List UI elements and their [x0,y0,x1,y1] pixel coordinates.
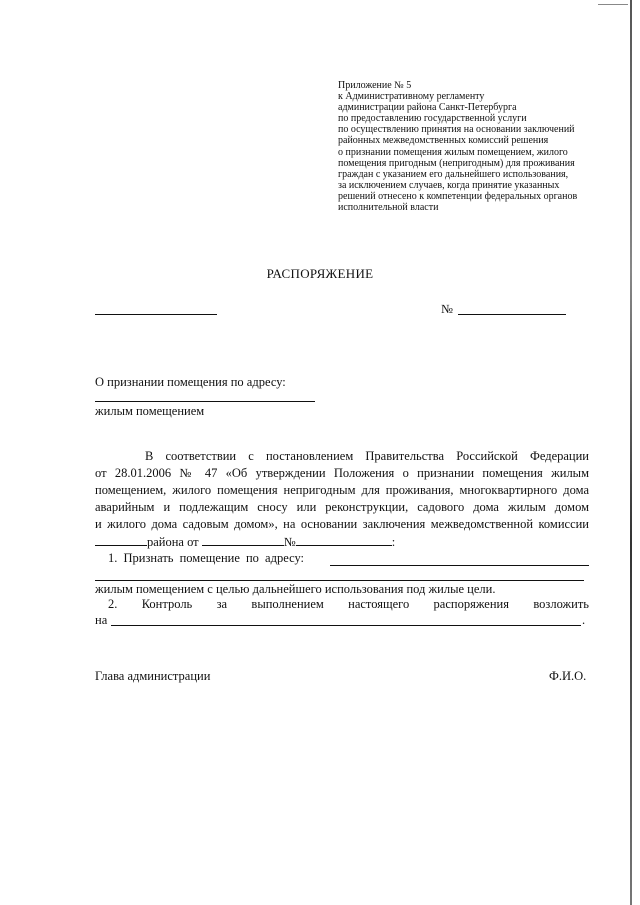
appendix-line: за исключением случаев, когда принятие указанных [338,179,560,191]
appendix-line: исполнительной власти [338,202,439,214]
number-sign: № [441,302,453,316]
appendix-line: граждан с указанием его дальнейшего использования, [338,168,569,180]
appendix-line: по осуществлению принятия на основании заключений [338,124,575,136]
scan-edge [630,0,632,905]
subject-line: жилым помещением [95,404,205,418]
district-label: района от [147,535,199,549]
document-title: РАСПОРЯЖЕНИЕ [266,266,374,281]
subject-line: О признании помещения по адресу: [95,375,286,389]
responsible-blank [111,625,581,626]
address-blank [330,565,589,566]
colon: : [391,535,396,549]
item-1: 1. Признать помещение по адресу: [108,551,305,565]
item-1-continuation: жилым помещением с целью дальнейшего использования под жилые цели. [95,582,496,596]
address-blank [95,401,315,402]
appendix-header [338,80,608,213]
number-blank [296,533,392,546]
appendix-line: районных межведомственных комиссий решения [338,135,549,147]
preamble-row: аварийным и подлежащим сносу или реконструкции, садового дома жилым домом [95,500,589,514]
appendix-line: о признании помещения жилым помещением, жилого [338,146,568,158]
preamble-paragraph [95,448,589,550]
preamble-row: и жилого дома садовым домом», на основании заключения межведомственной комиссии [95,517,589,531]
district-blank [95,533,147,546]
preamble-row: В соответствии с постановлением Правительства Российской Федерации [145,449,589,463]
date-blank [202,533,284,546]
preamble-row [95,533,589,550]
item-2: 2. Контроль за выполнением настоящего распоряжения возложить [108,597,589,611]
date-blank [95,314,217,315]
address-blank [95,580,584,581]
appendix-line: решений отнесено к компетенции федеральных органов [338,190,578,202]
signature-name: Ф.И.О. [549,669,587,683]
number-sign: № [283,535,296,549]
preamble-row: помещением, жилого помещения непригодным для проживания, многоквартирного дома [95,483,589,497]
item-2-end: . [582,613,586,627]
preamble-row: от 28.01.2006 № 47 «Об утверждении Положения о признании помещения жилым [95,466,589,480]
item-2-na: на [95,613,108,627]
scan-mark [598,4,628,5]
number-blank [458,314,566,315]
appendix-line: администрации района Санкт-Петербурга [338,102,517,114]
appendix-line: по предоставлению государственной услуги [338,113,527,125]
appendix-line: к Административному регламенту [338,91,485,103]
signature-position: Глава администрации [95,669,211,683]
appendix-line: помещения пригодным (непригодным) для проживания [338,157,575,169]
appendix-line: Приложение № 5 [338,80,412,91]
